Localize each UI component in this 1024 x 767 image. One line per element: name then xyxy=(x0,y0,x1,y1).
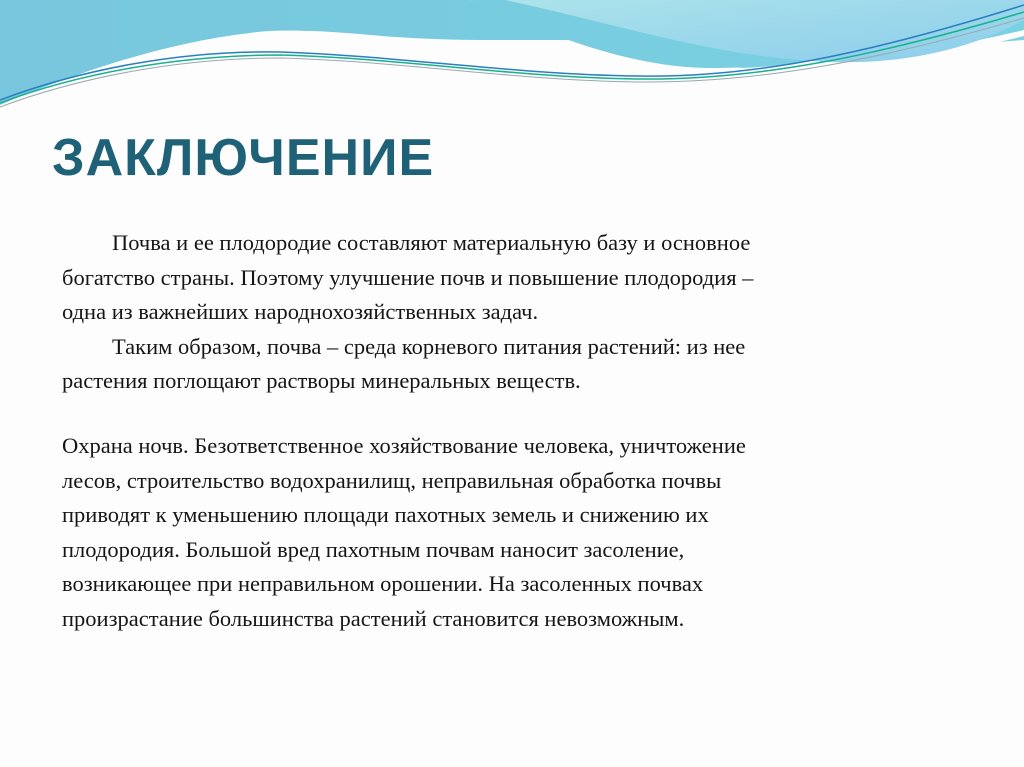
body-line: Таким образом, почва – среда корневого питания растений: из нее xyxy=(112,333,746,359)
body-line: Почва и ее плодородие составляют материальную базу и основное xyxy=(112,230,751,255)
paragraph-gap xyxy=(62,399,962,429)
decorative-wave-header xyxy=(0,0,1024,120)
body-line: плодородия. Большой вред пахотным почвам наносит засоление, xyxy=(62,536,685,562)
body-line: приводят к уменьшению площади пахотных земель и снижению их xyxy=(62,502,709,528)
body-line: возникающее при неправильном орошении. На засоленных почвах xyxy=(62,571,704,597)
body-line: лесов, строительство водохранилищ, неправильная обработка почвы xyxy=(62,467,722,493)
body-line: произрастание большинства растений становится невозможным. xyxy=(62,605,685,631)
body-line: одна из важнейших народнохозяйственных задач. xyxy=(62,299,539,325)
body-line: богатство страны. Поэтому улучшение почв и повышение плодородия – xyxy=(62,264,754,290)
slide-title: ЗАКЛЮЧЕНИЕ xyxy=(52,129,435,187)
body-line: Охрана ночв. Безответственное хозяйствование человека, уничтожение xyxy=(62,432,746,458)
slide-body xyxy=(62,226,962,637)
body-line: растения поглощают растворы минеральных веществ. xyxy=(62,368,581,394)
